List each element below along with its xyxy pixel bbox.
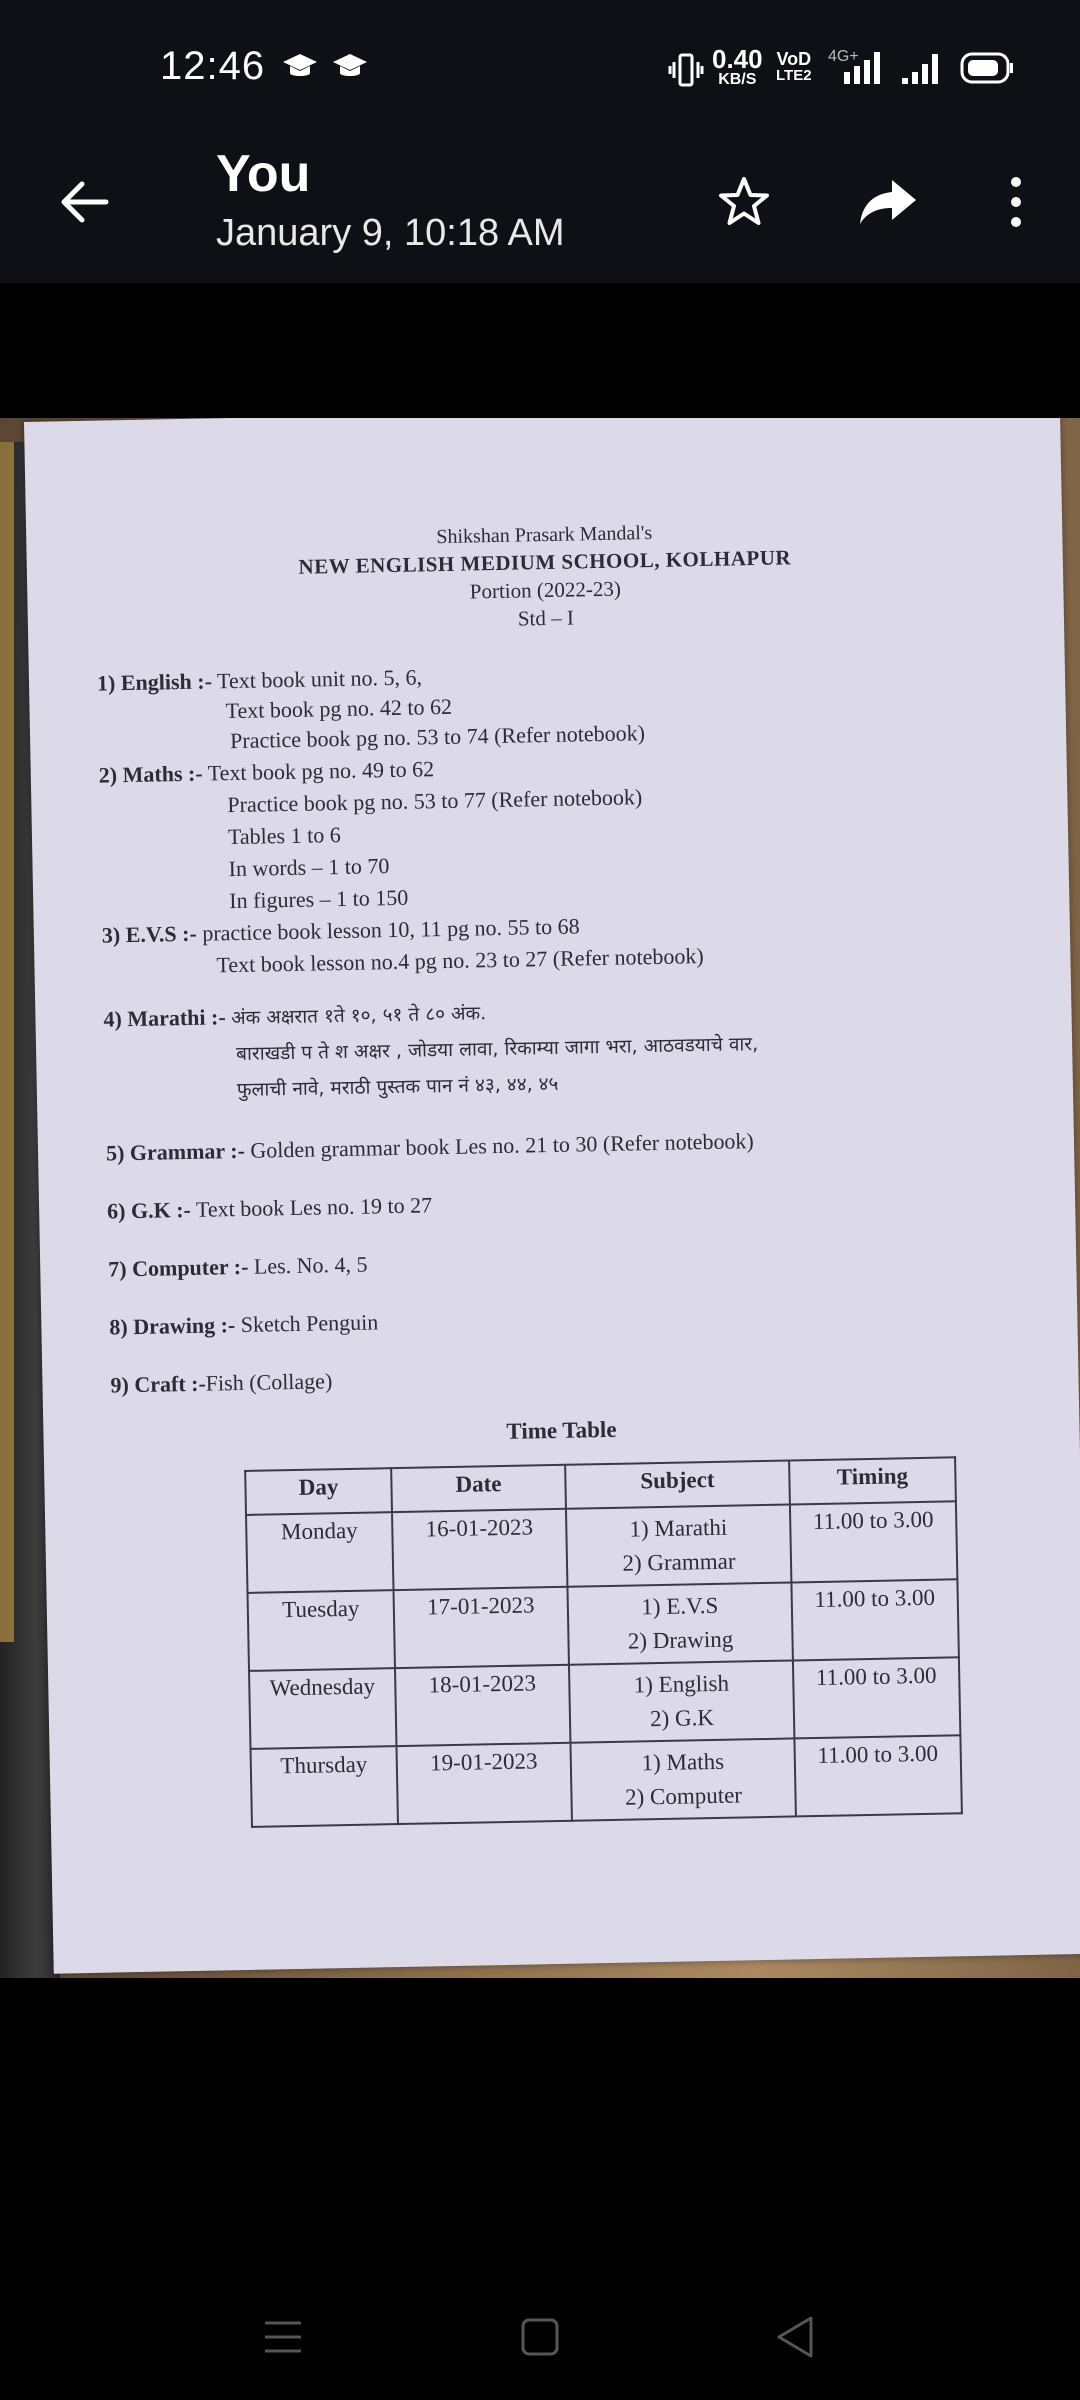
status-bar [0, 0, 1080, 138]
sender-name: You [216, 145, 311, 203]
cell-timing: 11.00 to 3.00 [793, 1657, 960, 1738]
volte-indicator [776, 50, 812, 83]
gk-line [107, 1192, 432, 1224]
cell-date: 18-01-2023 [395, 1665, 570, 1746]
cell-timing: 11.00 to 3.00 [794, 1735, 961, 1816]
table-row [251, 1735, 962, 1827]
message-timestamp: January 9, 10:18 AM [216, 212, 565, 254]
network-speed [712, 46, 763, 88]
marathi-line-1 [103, 999, 486, 1032]
grammar-line [106, 1128, 754, 1166]
share-button[interactable] [848, 162, 928, 242]
english-label: 1) English :- [96, 668, 213, 696]
navigation-bar [0, 2290, 1080, 2380]
document-paper [24, 418, 1080, 1974]
battery-icon [960, 52, 1014, 84]
marathi-line-2: बाराखडी प ते श अक्षर , जोडया लावा, रिकाम्या जागा भरा, आठवडयाचे वार, [235, 1033, 759, 1066]
marathi-line-3: फुलाची नावे, मराठी पुस्तक पान नं ४३, ४४, ४५ [236, 1072, 559, 1102]
table-row [248, 1579, 959, 1671]
network-type: 4G+ [828, 48, 859, 65]
table-row [246, 1501, 957, 1593]
cell-timing: 11.00 to 3.00 [791, 1579, 958, 1660]
evs-line-2: Text book lesson no.4 pg no. 23 to 27 (Refer notebook) [216, 943, 704, 978]
subject-2: 2) Drawing [627, 1626, 734, 1654]
volte-bottom: LTE2 [776, 67, 812, 84]
cell-subject [567, 1582, 792, 1664]
volte-top: VoD [776, 49, 812, 69]
menu-icon [263, 2319, 303, 2355]
marathi-text-1: अंक अक्षरात १ते १०, ५१ ते ८० अंक. [230, 1002, 487, 1030]
back-triangle-icon [775, 2315, 815, 2359]
back-nav-button[interactable] [760, 2302, 830, 2372]
binder-strip [0, 442, 14, 1642]
standard: Std – I [517, 605, 575, 631]
craft-line [110, 1368, 332, 1398]
craft-label: 9) Craft :- [110, 1370, 207, 1398]
more-options-button[interactable] [976, 162, 1056, 242]
maths-line-3: Tables 1 to 6 [227, 821, 341, 850]
speed-unit: KB/S [718, 71, 757, 88]
english-line-1 [97, 664, 422, 696]
drawing-line [109, 1309, 378, 1340]
cell-subject [566, 1504, 791, 1586]
signal-icon [842, 50, 888, 86]
share-icon [858, 174, 918, 230]
timetable [244, 1456, 963, 1828]
drawing-label: 8) Drawing :- [109, 1312, 236, 1340]
evs-label: 3) E.V.S :- [101, 920, 198, 948]
computer-line [108, 1252, 368, 1283]
vibrate-icon [668, 52, 704, 88]
back-button[interactable] [44, 162, 124, 242]
header-subject: Subject [565, 1461, 790, 1509]
maths-line-2: Practice book pg no. 53 to 77 (Refer notebook) [227, 784, 643, 818]
marathi-label: 4) Marathi :- [103, 1004, 226, 1032]
header-day: Day [245, 1468, 392, 1515]
evs-line-1 [102, 913, 580, 948]
maths-label: 2) Maths :- [98, 760, 203, 788]
subject-1: 1) Marathi [629, 1514, 728, 1542]
maths-line-5: In figures – 1 to 150 [228, 884, 409, 914]
grammar-text: Golden grammar book Les no. 21 to 30 (Refer notebook) [250, 1128, 754, 1163]
graduation-cap-icon [282, 52, 318, 82]
speed-value: 0.40 [712, 44, 763, 74]
cell-day: Monday [246, 1512, 393, 1593]
maths-line-1 [99, 756, 435, 788]
home-square-icon [520, 2317, 560, 2357]
cell-day: Wednesday [249, 1668, 396, 1749]
portion-document [24, 418, 1080, 1974]
english-line-3: Practice book pg no. 53 to 74 (Refer notebook) [229, 720, 646, 754]
gk-label: 6) G.K :- [106, 1196, 192, 1224]
arrow-left-icon [56, 174, 112, 230]
subject-1: 1) English [633, 1670, 730, 1698]
table-row [249, 1657, 960, 1749]
star-icon [716, 174, 772, 230]
cell-date: 19-01-2023 [396, 1743, 571, 1824]
trust-name: Shikshan Prasark Mandal's [436, 521, 653, 549]
subject-1: 1) E.V.S [641, 1592, 719, 1620]
evs-text-1: practice book lesson 10, 11 pg no. 55 to 68 [202, 913, 580, 946]
photo-viewer[interactable] [0, 418, 1080, 1978]
timetable-title: Time Table [506, 1416, 617, 1444]
subject-2: 2) Computer [624, 1782, 743, 1810]
signal-icon [900, 50, 946, 86]
status-time: 12:46 [160, 44, 266, 88]
school-name: NEW ENGLISH MEDIUM SCHOOL, KOLHAPUR [298, 545, 792, 579]
header-date: Date [391, 1465, 566, 1512]
home-button[interactable] [505, 2302, 575, 2372]
english-text-1: Text book unit no. 5, 6, [216, 664, 423, 694]
cell-day: Tuesday [248, 1590, 395, 1671]
header-timing: Timing [789, 1457, 956, 1504]
recents-button[interactable] [248, 2302, 318, 2372]
portion-year: Portion (2022-23) [469, 576, 622, 604]
cell-date: 16-01-2023 [392, 1509, 567, 1590]
maths-text-1: Text book pg no. 49 to 62 [207, 756, 435, 786]
english-line-2: Text book pg no. 42 to 62 [225, 693, 453, 724]
gk-text: Text book Les no. 19 to 27 [195, 1192, 433, 1222]
subject-2: 2) Grammar [622, 1548, 736, 1576]
cell-day: Thursday [251, 1746, 398, 1827]
subject-2: 2) G.K [649, 1704, 715, 1732]
craft-text: Fish (Collage) [205, 1368, 333, 1396]
more-vert-icon [1006, 174, 1026, 230]
drawing-text: Sketch Penguin [240, 1309, 379, 1338]
star-button[interactable] [704, 162, 784, 242]
cell-subject [570, 1738, 795, 1820]
app-bar [0, 138, 1080, 283]
cell-date: 17-01-2023 [393, 1587, 568, 1668]
graduation-cap-icon [332, 52, 368, 82]
maths-line-4: In words – 1 to 70 [228, 853, 390, 882]
cell-timing: 11.00 to 3.00 [790, 1501, 957, 1582]
subject-1: 1) Maths [641, 1748, 725, 1776]
grammar-label: 5) Grammar :- [105, 1137, 246, 1166]
computer-text: Les. No. 4, 5 [253, 1251, 368, 1279]
computer-label: 7) Computer :- [108, 1253, 249, 1282]
cell-subject [569, 1660, 794, 1742]
